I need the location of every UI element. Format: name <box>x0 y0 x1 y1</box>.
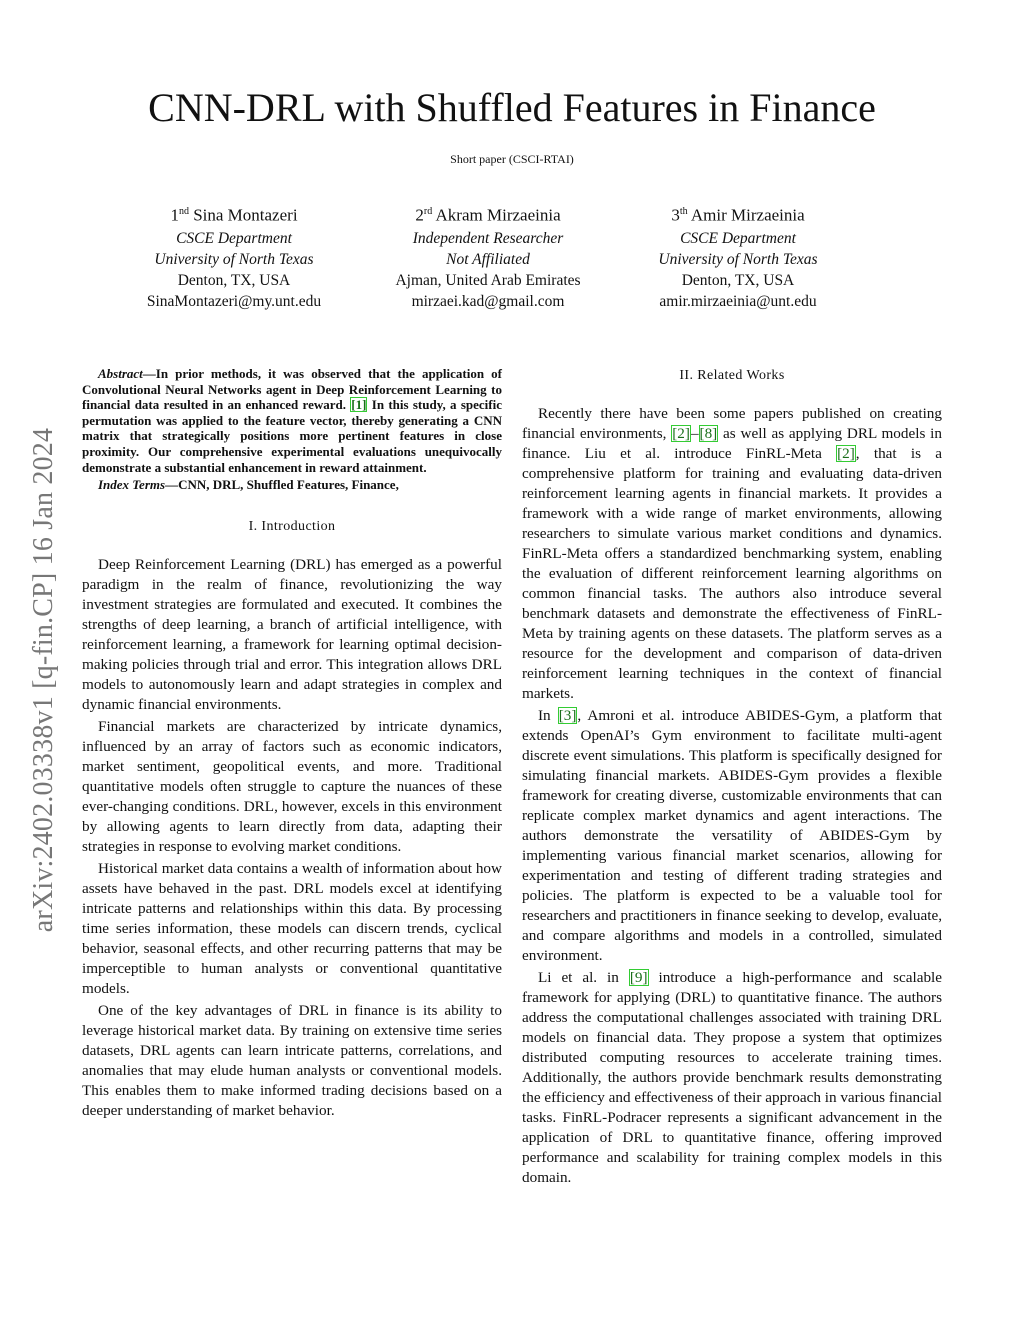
author-org: University of North Texas <box>154 250 314 268</box>
paragraph: One of the key advantages of DRL in finance is its ability to leverage historical market data. By training on extensive time series datasets, DRL agents can learn intricate patterns, correlations, and anomalies that may elude human analysts or conventional models. This enables them to make informed trading decisions based on a deeper understanding of market behavior. <box>82 1001 502 1119</box>
author-org: University of North Texas <box>658 250 818 268</box>
author-name: 1nd Sina Montazeri <box>170 205 298 225</box>
paper-title: CNN-DRL with Shuffled Features in Finance <box>148 85 876 130</box>
paragraph: In [3], Amroni et al. introduce ABIDES-Gym, a platform that extends OpenAI’s Gym environment to facilitate multi-agent discrete event simulations. This platform is specifically designed for simulating financial markets. ABIDES-Gym provides a flexible framework for creating diverse, customizable environments that can replicate complex market dynamics and agent interactions. The authors demonstrate the versatility of ABIDES-Gym by implementing various financial market scenarios, allowing for experimentation and testing of different trading strategies and policies. The platform is expected to be a valuable tool for researchers and practitioners in finance seeking to develop, evaluate, and compare algorithms and models in a controlled, simulated environment. <box>522 707 942 964</box>
author-location: Denton, TX, USA <box>681 271 795 289</box>
author-name: 3th Amir Mirzaeinia <box>671 205 805 225</box>
paragraph: Li et al. in [9] introduce a high-performance and scalable framework for applying (DRL) to quantitative finance. The authors address the computational challenges associated with training DRL models on financial data. They propose a system that optimizes distributed computing resources to accelerate training times. Additionally, the authors provide benchmark results demonstrating the efficiency and effectiveness of their approach in various financial tasks. FinRL-Podracer represents a significant advancement in the application of DRL to quantitative finance, offering improved performance and scalability for training complex models in this domain. <box>522 969 942 1186</box>
section-heading-introduction: I. Introduction <box>248 518 336 534</box>
author-block-3 <box>588 200 888 312</box>
author-email[interactable]: SinaMontazeri@my.unt.edu <box>146 292 322 310</box>
author-location: Denton, TX, USA <box>177 271 291 289</box>
index-terms-label: Index Terms <box>98 477 166 493</box>
paragraph: Financial markets are characterized by intricate dynamics, influenced by an array of factors such as economic indicators, market sentiment, geopolitical events, and more. Traditional quantitative models often struggle to capture the nuances of these ever-changing conditions. DRL, however, excels in this environment by allowing agents to learn directly from data, adapting their strategies in response to evolving market conditions. <box>82 717 502 855</box>
abstract: Abstract—In prior methods, it was observed that the application of Convolutional Neural Networks agent in Deep Reinforcement Learning to financial data resulted in an enhanced reward. [1] In this study, a specific permutation was applied to the feature vector, thereby generating a CNN matrix that strategically positions more pertinent features in close proximity. Our comprehensive experimental evaluations unequivocally demonstrate a substantial enhancement in reward attainment. <box>82 366 502 475</box>
arxiv-sidebar <box>12 330 76 1030</box>
paragraph: Recently there have been some papers published on creating financial environments, [2]–[8] as well as applying DRL models in finance. Liu et al. introduce FinRL-Meta [2], that is a comprehensive platform for training and evaluating data-driven reinforcement learning agents in financial markets. It provides a framework with a wide range of market environments, allowing researchers to simulate various market conditions and dynamics. FinRL-Meta offers a standardized benchmarking system, enabling the evaluation of different reinforcement learning algorithms on common financial tasks. The authors also introduce several benchmark datasets and demonstrate the effectiveness of FinRL-Meta by training agents on these datasets. The platform serves as a resource for the development and comparison of data-driven reinforcement learning techniques in the context of financial markets. <box>522 405 942 702</box>
left-column <box>82 366 502 1121</box>
citation-link[interactable]: [3] <box>558 707 577 724</box>
index-terms: Index Terms—CNN, DRL, Shuffled Features, Finance, <box>98 477 399 493</box>
author-dept: Independent Researcher <box>412 229 564 247</box>
citation-link[interactable]: [2] <box>672 425 690 442</box>
citation-link[interactable]: [8] <box>699 425 718 442</box>
right-column <box>522 366 942 1188</box>
citation-link[interactable]: [2] <box>837 445 855 462</box>
citation-link[interactable]: [1] <box>351 397 367 413</box>
author-email[interactable]: mirzaei.kad@gmail.com <box>411 292 565 310</box>
arxiv-id: arXiv:2402.03338v1 [q-fin.CP] 16 Jan 2024 <box>28 427 60 933</box>
section-heading-related-works: II. Related Works <box>679 368 785 383</box>
author-dept: CSCE Department <box>680 229 796 247</box>
author-email[interactable]: amir.mirzaeinia@unt.edu <box>659 292 817 310</box>
author-org: Not Affiliated <box>446 250 530 268</box>
author-dept: CSCE Department <box>176 229 292 247</box>
paragraph: Historical market data contains a wealth of information about how assets have behaved in the past. DRL models excel at identifying intricate patterns and relationships within this data. By processing time series information, these models can discern trends, cyclical behavior, seasonal effects, and other recurring patterns that may be imperceptible to human analysts or conventional quantitative models. <box>82 859 502 997</box>
paper-subtitle: Short paper (CSCI-RTAI) <box>450 152 574 166</box>
abstract-label: Abstract <box>98 366 143 381</box>
author-location: Ajman, United Arab Emirates <box>395 271 581 289</box>
citation-link[interactable]: [9] <box>629 969 648 986</box>
author-name: 2rd Akram Mirzaeinia <box>415 205 561 225</box>
paragraph: Deep Reinforcement Learning (DRL) has emerged as a powerful paradigm in the realm of finance, revolutionizing the way investment strategies are formulated and executed. It combines the strengths of deep learning, a branch of artificial intelligence, with reinforcement learning, a framework for learning optimal decision-making policies through trial and error. This integration allows DRL models to autonomously learn and adapt strategies in complex and dynamic financial environments. <box>82 555 502 713</box>
